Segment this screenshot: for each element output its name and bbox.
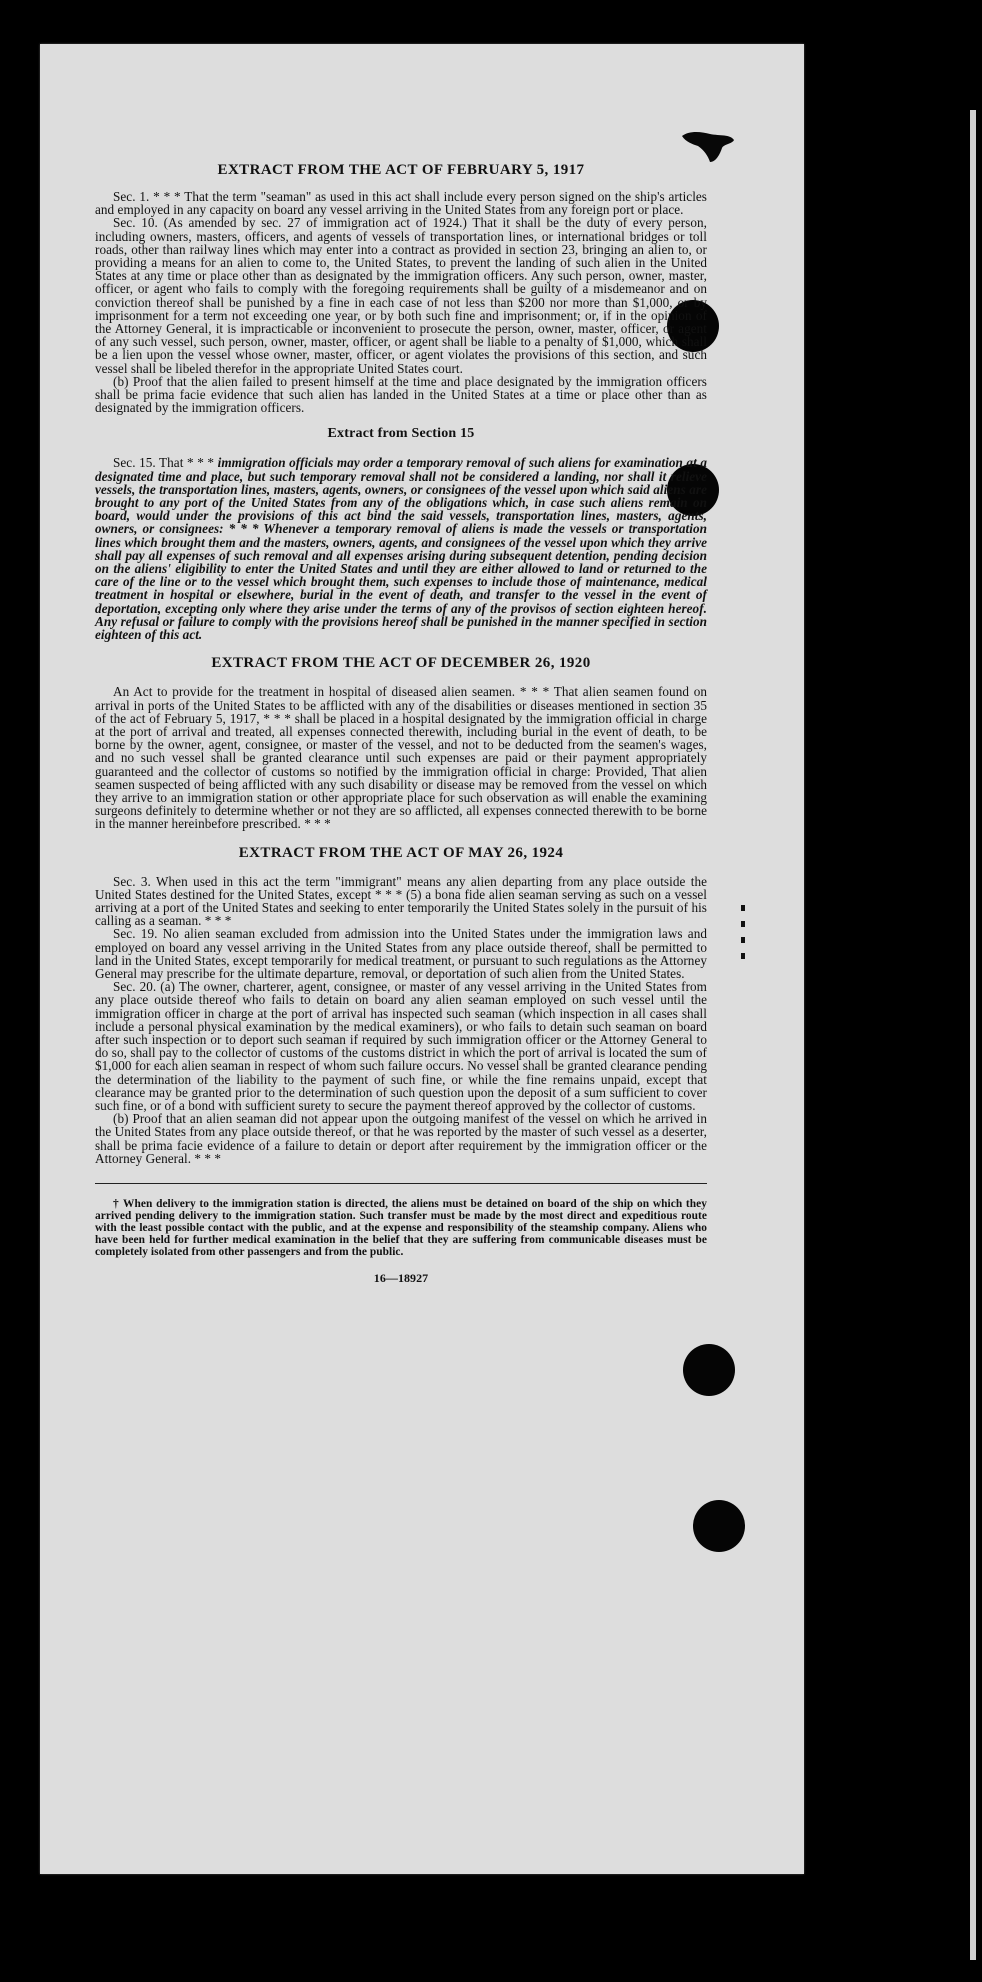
paragraph-sec-10-b: (b) Proof that the alien failed to present himself at the time and place designated by the immigration officers shall be prima facie evidence that such alien has landed in the United States at a time or place other than as designated by the immigration officers. — [95, 373, 707, 416]
punch-hole — [683, 1344, 735, 1396]
paragraph-act-1920: An Act to provide for the treatment in hospital of diseased alien seamen. * * * That alien seamen found on arrival in ports of the United States to be afflicted with any of the disabilities or diseases mentioned in section 35 of the act of February 5, 1917, * * * shall be placed in a hospital designated by the immigration official in charge at the port of arrival and treated, all expenses connected therewith, including burial in the event of death, to be borne by the owner, agent, consignee, or master of the vessel, and not to be deducted from the seamen's wages, and no such vessel shall be granted clearance until such expenses are paid or their payment appropriately guaranteed and the collector of customs so notified by the immigration official in charge: Provided, That alien seamen suspected of being afflicted with any such disability or disease may be removed from the vessel on which they arrive to an immigration station or other appropriate place for such observation as will enable the examining surgeons definitely to determine whether or not they are so afflicted, all expenses connected therewith to be borne in the manner hereinbefore prescribed. * * * — [95, 684, 707, 832]
paragraph-sec-10: Sec. 10. (As amended by sec. 27 of immigration act of 1924.) That it shall be the duty of every person, including owners, masters, officers, and agents of vessels of transportation lines, or international bridges or toll roads, other than railway lines which may enter into a contract as provided in section 23, bringing an alien to, or providing a means for an alien to come to, the United States, to prevent the landing of such alien in the United States at any time or place other than as designated by the immigration officers. Any such person, owner, master, officer, or agent who fails to comply with the foregoing requirements shall be guilty of a misdemeanor and on conviction thereof shall be punished by a fine in each case of not less than $200 nor more than $1,000, or by imprisonment for a term not exceeding one year, or by both such fine and imprisonment; or, if in the opinion of the Attorney General, it is impracticable or inconvenient to prosecute the person, owner, master, officer, or agent of any such vessel, such person, owner, master, officer, or agent shall be liable to a penalty of $1,000, which shall be a lien upon the vessel whose owner, master, officer, or agent violates the provisions of this section, and such vessel shall be libeled therefor in the appropriate United States court. — [95, 215, 707, 376]
heading-act-1917: EXTRACT FROM THE ACT OF FEBRUARY 5, 1917 — [217, 162, 585, 178]
heading-act-1920: EXTRACT FROM THE ACT OF DECEMBER 26, 1920 — [211, 655, 591, 672]
page-code: 16—18927 — [373, 1271, 429, 1285]
ink-blot-mark — [680, 128, 736, 164]
scan-edge — [970, 110, 976, 1960]
paragraph-sec-15 — [95, 456, 707, 641]
sec-15-lead: Sec. 15. That * * * — [113, 455, 215, 471]
punch-hole — [693, 1500, 745, 1552]
paragraph-sec-19: Sec. 19. No alien seaman excluded from admission into the United States under the immigration laws and employed on board any vessel arriving in the United States from any place outside thereof, shall be permitted to land in the United States, except temporarily for medical treatment, or pursuant to such regulations as the Attorney General may prescribe for the ultimate departure, removal, or deportation of such alien from the United States. — [95, 926, 707, 981]
paragraph-sec-3: Sec. 3. When used in this act the term "immigrant" means any alien departing from any place outside the United States destined for the United States, except * * * (5) a bona fide alien seaman serving as such on a vessel arriving at a port of the United States and seeking to enter temporarily the United States solely in the pursuit of his calling as a seaman. * * * — [95, 873, 707, 929]
paragraph-sec-20-a: Sec. 20. (a) The owner, charterer, agent, consignee, or master of any vessel arriving in the United States from any place outside thereof who fails to detain on board any alien seaman employed on such vessel until the immigration officer in charge at the port of arrival has inspected such seaman (which inspection in all cases shall include a personal physical examination by the medical examiners), or who fails to detain such seaman on board after such inspection or to deport such seaman if required by such immigration officer or the Attorney General to do so, shall pay to the collector of customs of the customs district in which the port of arrival is located the sum of $1,000 for each alien seaman in respect of whom such failure occurs. No vessel shall be granted clearance pending the determination of the liability to the payment of such fine, or while the fine remains unpaid, except that clearance may be granted prior to the determination of such question upon the deposit of a sum sufficient to cover such fine, or of a bond with sufficient surety to secure the payment thereof approved by the collector of customs. — [95, 979, 707, 1113]
document-text — [95, 162, 707, 1285]
footnote-divider — [95, 1183, 707, 1184]
footnote: † When delivery to the immigration station is directed, the aliens must be detained on board of the ship on which they arrived pending delivery to the immigration station. Such transfer must be made by the most direct and expeditious route with the least possible contact with the public, and at the expense and responsibility of the steamship company. Aliens who have been held for further medical examination in the belief that they are suffering from communicable diseases must be completely isolated from other passengers and from the public. — [95, 1198, 707, 1258]
heading-act-1924: EXTRACT FROM THE ACT OF MAY 26, 1924 — [238, 844, 564, 861]
paragraph-sec-20-b: (b) Proof that an alien seaman did not appear upon the outgoing manifest of the vessel on which he arrived in the United States from any place outside thereof, or that he was reported by the master of such vessel as a deserter, shall be prima facie evidence of a failure to detain or deport after requirement by the immigration officer or the Attorney General. * * * — [95, 1111, 707, 1166]
margin-marks — [738, 905, 748, 969]
sec-15-italic-text: immigration officials may order a temporary removal of such aliens for examination at a designated time and place, but such temporary removal shall not be considered a landing, nor shall it relieve vessels, the transportation lines, masters, agents, owners, or consignees of the vessel upon which said aliens are brought to any port of the United States from any of the obligations which, in case such aliens remain on board, would under the provisions of this act bind the said vessels, transportation lines, masters, agents, owners, or consignees: * * * Whenever a temporary removal of aliens is made the vessels or transportation lines which brought them and the masters, owners, agents, and consignees of the vessel upon which they arrive shall pay all expenses of such removal and all expenses arising during subsequent detention, pending decision on the aliens' eligibility to enter the United States and until they are either allowed to land or returned to the care of the line or to the vessel which brought them, such expenses to include those of maintenance, medical treatment in hospital or elsewhere, burial in the event of death, and transfer to the vessel in the event of deportation, excepting only where they arise under the terms of any of the provisos of section eighteen hereof. Any refusal or failure to comply with the provisions hereof shall be punished in the manner specified in section eighteen of this act. — [95, 455, 707, 643]
paragraph-sec-1: Sec. 1. * * * That the term "seaman" as used in this act shall include every person signed on the ship's articles and employed in any capacity on board any vessel arriving in the United States from any foreign port or place. — [95, 189, 707, 218]
heading-section-15: Extract from Section 15 — [327, 426, 475, 442]
